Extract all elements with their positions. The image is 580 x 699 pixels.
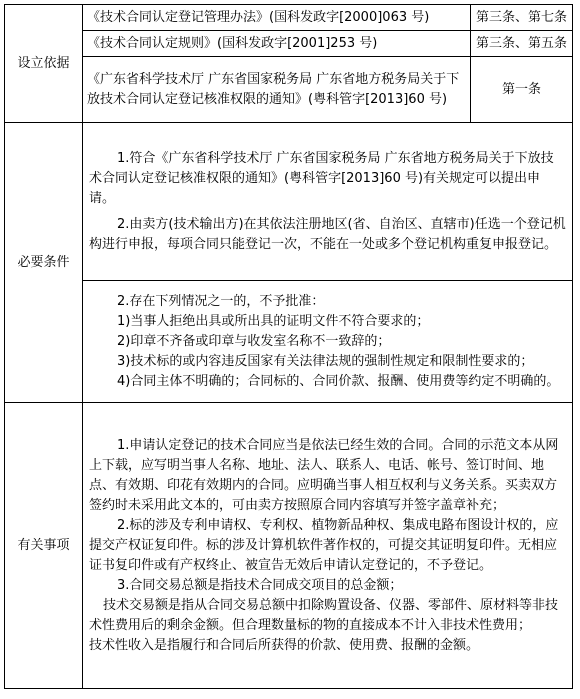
condition-paragraph: 1.符合《广东省科学技术厅 广东省国家税务局 广东省地方税务局关于下放技术合同认定登记核准权限的通知》(粤科管字[2013]60 号)有关规定可以提出申请。: [89, 150, 554, 206]
basis-article-2: 第三条、第五条: [471, 31, 573, 57]
note-paragraph: 3.合同交易总额是指技术合同成交项目的总金额；: [117, 577, 403, 593]
condition-paragraph: 2.由卖方(技术输出方)在其依法注册地区(省、自治区、直辖市)任选一个登记机构进行申报，每项合同只能登记一次，不能在一处或多个登记机构重复申报登记。: [89, 216, 566, 252]
conditions-block-1: [83, 123, 573, 281]
conditions-label: 必要条件: [5, 123, 83, 403]
notes-block: [83, 403, 573, 689]
basis-article-3: 第一条: [471, 57, 573, 123]
refusal-item: 4)合同主体不明确的；合同标的、合同价款、报酬、使用费等约定不明确的。: [117, 373, 560, 389]
notes-row: [5, 403, 573, 689]
note-paragraph: 2.标的涉及专利申请权、专利权、植物新品种权、集成电路布图设计权的，应提交产权证复印件。标的涉及计算机软件著作权的，可提交其证明复印件。无相应证书复印件或有产权终止、被宣告无效后申请认定登记的，不予登记。: [89, 517, 559, 573]
refusal-item: 3)技术标的或内容违反国家有关法律法规的强制性规定和限制性要求的；: [117, 353, 534, 369]
note-paragraph: 1.申请认定登记的技术合同应当是依法已经生效的合同。合同的示范文本从网上下载，应写明当事人名称、地址、法人、联系人、电话、帐号、签订时间、地点、有效期、印花有效期内的合同。应明确当事人相互权利与义务关系。买卖双方签约时未采用此文本的，可由卖方按照原合同内容填写并签字盖章补充；: [89, 437, 559, 513]
basis-row-1: [5, 5, 573, 31]
refusal-intro: 2.存在下列情况之一的，不予批准：: [117, 293, 325, 309]
procedure-table: [4, 4, 573, 689]
document-page: [4, 4, 572, 689]
basis-doc-1: 《技术合同认定登记管理办法》(国科发政字[2000]063 号): [83, 5, 471, 31]
refusal-item: 2)印章不齐备或印章与收发室名称不一致辞的；: [117, 333, 391, 349]
basis-label: 设立依据: [5, 5, 83, 123]
conditions-row-1: [5, 123, 573, 281]
basis-doc-3: 《广东省科学技术厅 广东省国家税务局 广东省地方税务局关于下放技术合同认定登记核准权限的通知》(粤科管字[2013]60 号): [83, 57, 471, 123]
basis-row-2: [5, 31, 573, 57]
conditions-block-2: [83, 281, 573, 403]
note-paragraph: 技术交易额是指从合同交易总额中扣除购置设备、仪器、零部件、原材料等非技术性费用后的剩余金额。但合理数量标的物的直接成本不计入非技术性费用；: [89, 597, 559, 633]
basis-row-3: [5, 57, 573, 123]
notes-label: 有关事项: [5, 403, 83, 689]
refusal-item: 1)当事人拒绝出具或所出具的证明文件不符合要求的；: [117, 313, 430, 329]
basis-doc-2: 《技术合同认定规则》(国科发政字[2001]253 号): [83, 31, 471, 57]
conditions-row-2: [5, 281, 573, 403]
basis-article-1: 第三条、第七条: [471, 5, 573, 31]
note-paragraph: 技术性收入是指履行和合同后所获得的价款、使用费、报酬的金额。: [89, 637, 480, 653]
